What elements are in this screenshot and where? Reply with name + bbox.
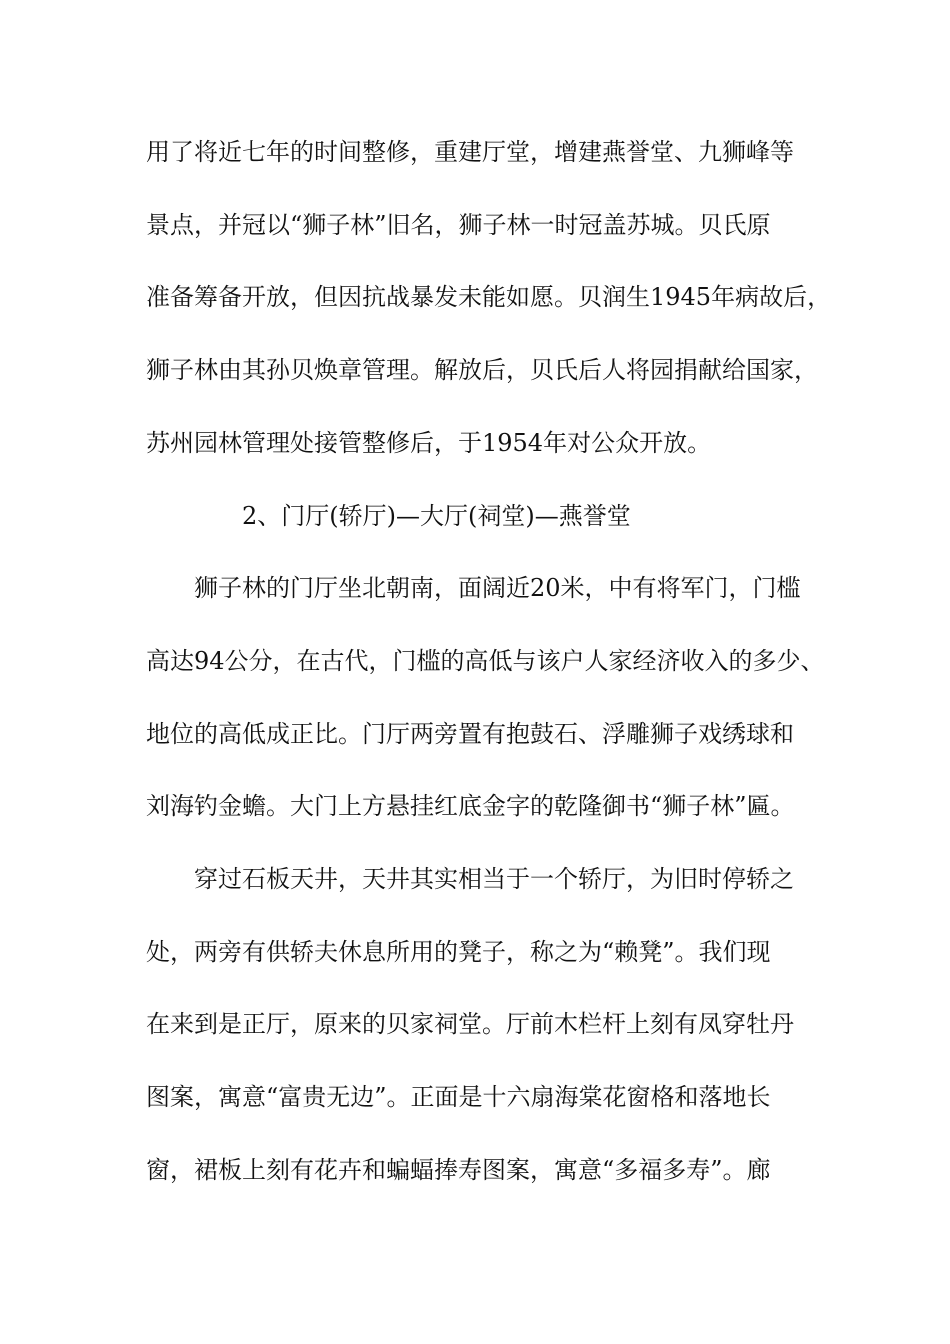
text-line: 苏州园林管理处接管整修后，于1954年对公众开放。 <box>146 429 712 457</box>
text-line: 狮子林的门厅坐北朝南，面阔近20米，中有将军门，门槛 <box>194 574 801 602</box>
text-line: 穿过石板天井，天井其实相当于一个轿厅，为旧时停轿之 <box>194 865 794 893</box>
text-line: 在来到是正厅，原来的贝家祠堂。厅前木栏杆上刻有凤穿牡丹 <box>146 1010 794 1038</box>
text-line: 地位的高低成正比。门厅两旁置有抱鼓石、浮雕狮子戏绣球和 <box>146 720 794 748</box>
text-line: 窗，裙板上刻有花卉和蝙蝠捧寿图案，寓意“多福多寿”。廊 <box>146 1156 771 1184</box>
text-line: 处，两旁有供轿夫休息所用的凳子，称之为“赖凳”。我们现 <box>146 938 771 966</box>
text-line: 高达94公分，在古代，门槛的高低与该户人家经济收入的多少、 <box>146 647 825 675</box>
text-line: 用了将近七年的时间整修，重建厅堂，增建燕誉堂、九狮峰等 <box>146 138 794 166</box>
text-line: 图案，寓意“富贵无边”。正面是十六扇海棠花窗格和落地长 <box>146 1083 771 1111</box>
text-line: 景点，并冠以“狮子林”旧名，狮子林一时冠盖苏城。贝氏原 <box>146 211 771 239</box>
text-line: 刘海钓金蟾。大门上方悬挂红底金字的乾隆御书“狮子林”匾。 <box>146 792 795 820</box>
section-heading: 2、门厅(轿厅)—大厅(祠堂)—燕誉堂 <box>242 502 631 530</box>
text-line: 狮子林由其孙贝焕章管理。解放后，贝氏后人将园捐献给国家， <box>146 356 818 384</box>
text-line: 准备筹备开放，但因抗战暴发未能如愿。贝润生1945年病故后， <box>146 283 832 311</box>
